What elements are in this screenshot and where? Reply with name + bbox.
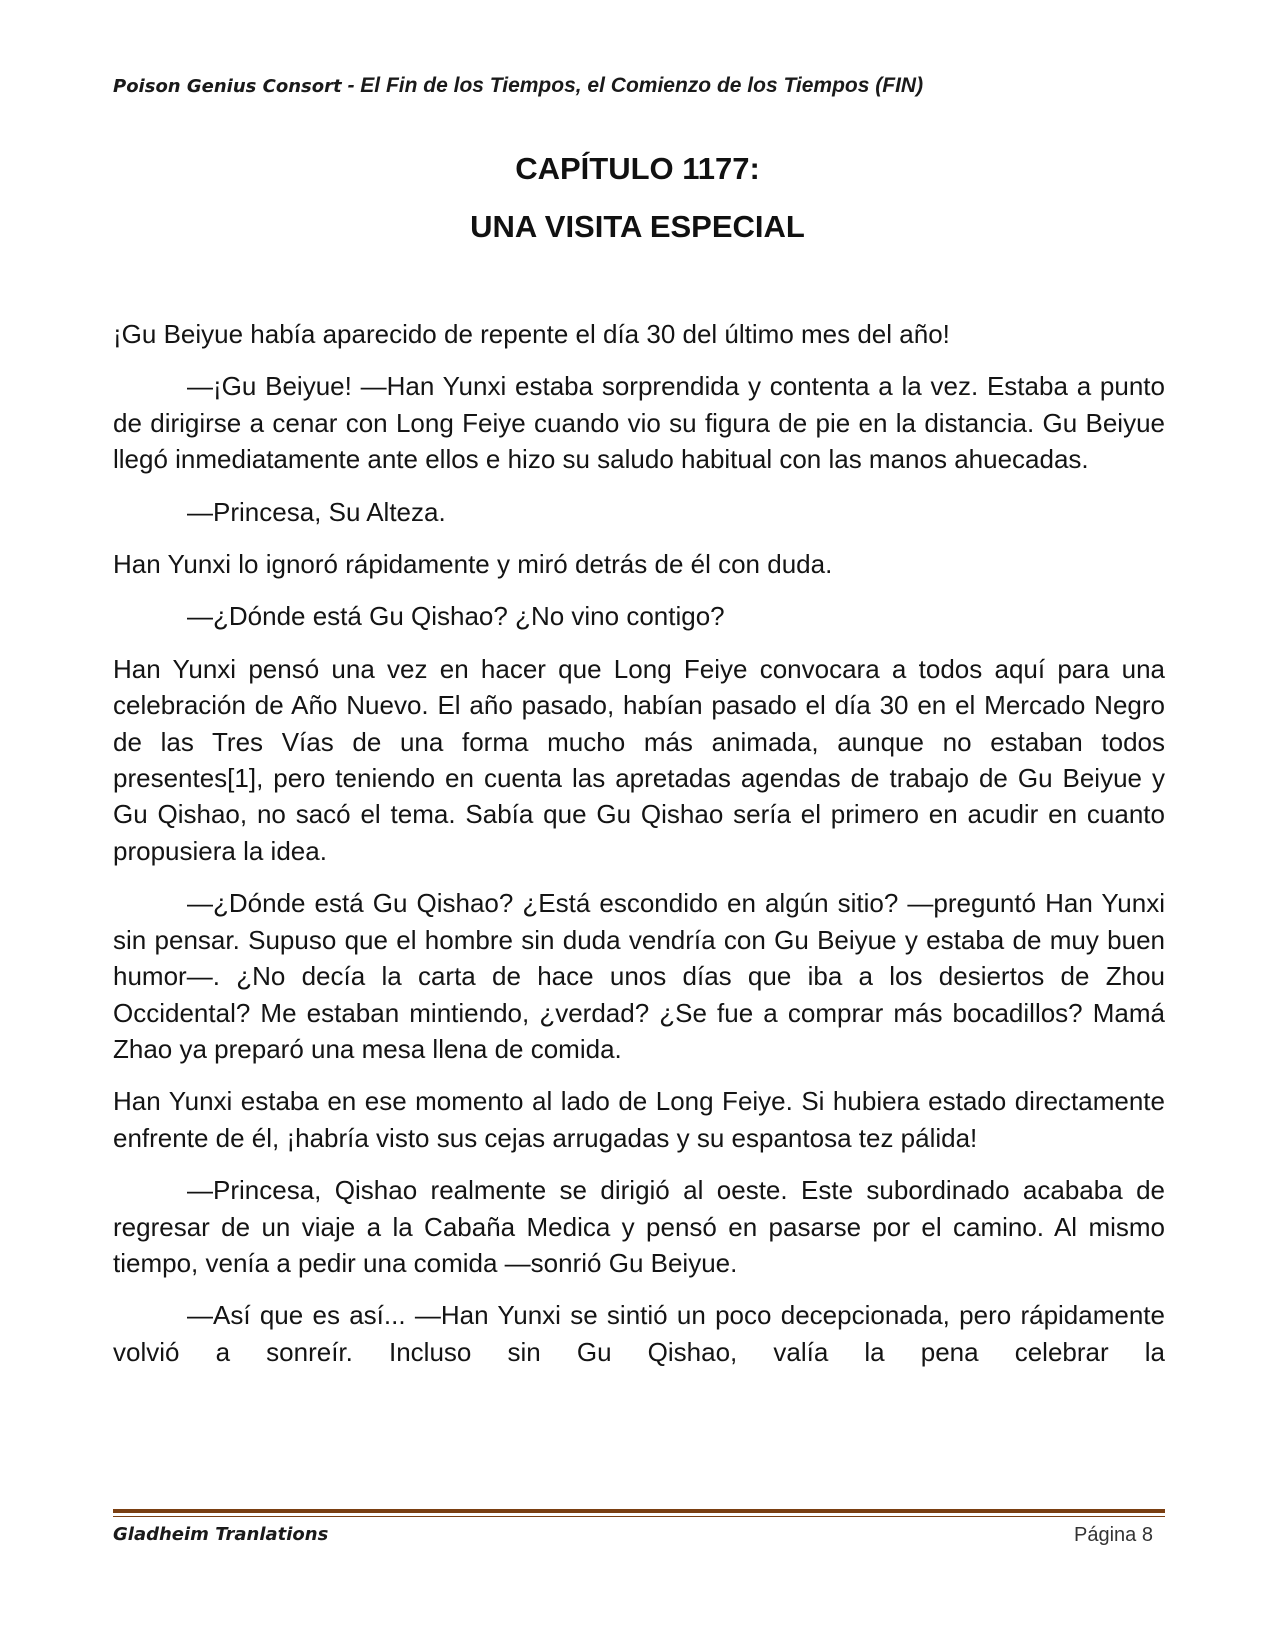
paragraph: Han Yunxi lo ignoró rápidamente y miró detrás de él con duda. — [113, 549, 833, 580]
paragraph: —Princesa, Su Alteza. — [187, 496, 446, 527]
chapter-number: CAPÍTULO 1177: — [515, 151, 760, 186]
running-header — [113, 74, 923, 98]
paragraph: —¿Dónde está Gu Qishao? ¿Está escondido en algún sitio? —preguntó Han Yunxi sin pensar. Supuso que el hombre sin duda vendría con Gu Beiyue y estaba de muy buen humor—. ¿No decía la carta de hace unos días que iba a los desiertos de Zhou Occidental? Me estaban mintiendo, ¿verdad? ¿Se fue a comprar más bocadillos? Mamá Zhao ya preparó una mesa llena de comida. — [113, 888, 1165, 1064]
publisher-name: Gladheim Tranlations — [113, 1524, 329, 1545]
footer-divider — [113, 1509, 1165, 1513]
paragraph: —Princesa, Qishao realmente se dirigió al oeste. Este subordinado acababa de regresar de un viaje a la Cabaña Medica y pensó en pasarse por el camino. Al mismo tiempo, venía a pedir una comida —sonrió Gu Beiyue. — [113, 1175, 1165, 1278]
chapter-body — [113, 316, 1165, 1370]
footer-divider-thin — [113, 1516, 1165, 1517]
paragraph: —¿Dónde está Gu Qishao? ¿No vino contigo? — [187, 601, 725, 632]
chapter-title: UNA VISITA ESPECIAL — [470, 209, 805, 244]
page-number: Página 8 — [1074, 1524, 1153, 1546]
volume-title: El Fin de los Tiempos, el Comienzo de los Tiempos (FIN) — [360, 74, 924, 97]
series-title: Poison Genius Consort — [113, 76, 342, 97]
paragraph: Han Yunxi estaba en ese momento al lado de Long Feiye. Si hubiera estado directamente enfrente de él, ¡habría visto sus cejas arrugadas y su espantosa tez pálida! — [113, 1086, 1165, 1153]
header-separator: - — [341, 74, 361, 97]
paragraph: —¡Gu Beiyue! —Han Yunxi estaba sorprendida y contenta a la vez. Estaba a punto de dirigirse a cenar con Long Feiye cuando vio su figura de pie en la distancia. Gu Beiyue llegó inmediatamente ante ellos e hizo su saludo habitual con las manos ahuecadas. — [113, 371, 1165, 475]
paragraph: ¡Gu Beiyue había aparecido de repente el día 30 del último mes del año! — [113, 319, 950, 349]
paragraph: Han Yunxi pensó una vez en hacer que Long Feiye convocara a todos aquí para una celebración de Año Nuevo. El año pasado, habían pasado el día 30 en el Mercado Negro de las Tres Vías de una forma mucho más animada, aunque no estaban todos presentes[1], pero teniendo en cuenta las apretadas agendas de trabajo de Gu Beiyue y Gu Qishao, no sacó el tema. Sabía que Gu Qishao sería el primero en acudir en cuanto propusiera la idea. — [113, 653, 1165, 866]
paragraph: —Así que es así... —Han Yunxi se sintió un poco decepcionada, pero rápidamente volvió a sonreír. Incluso sin Gu Qishao, valía la pena celebrar la — [113, 1300, 1165, 1367]
